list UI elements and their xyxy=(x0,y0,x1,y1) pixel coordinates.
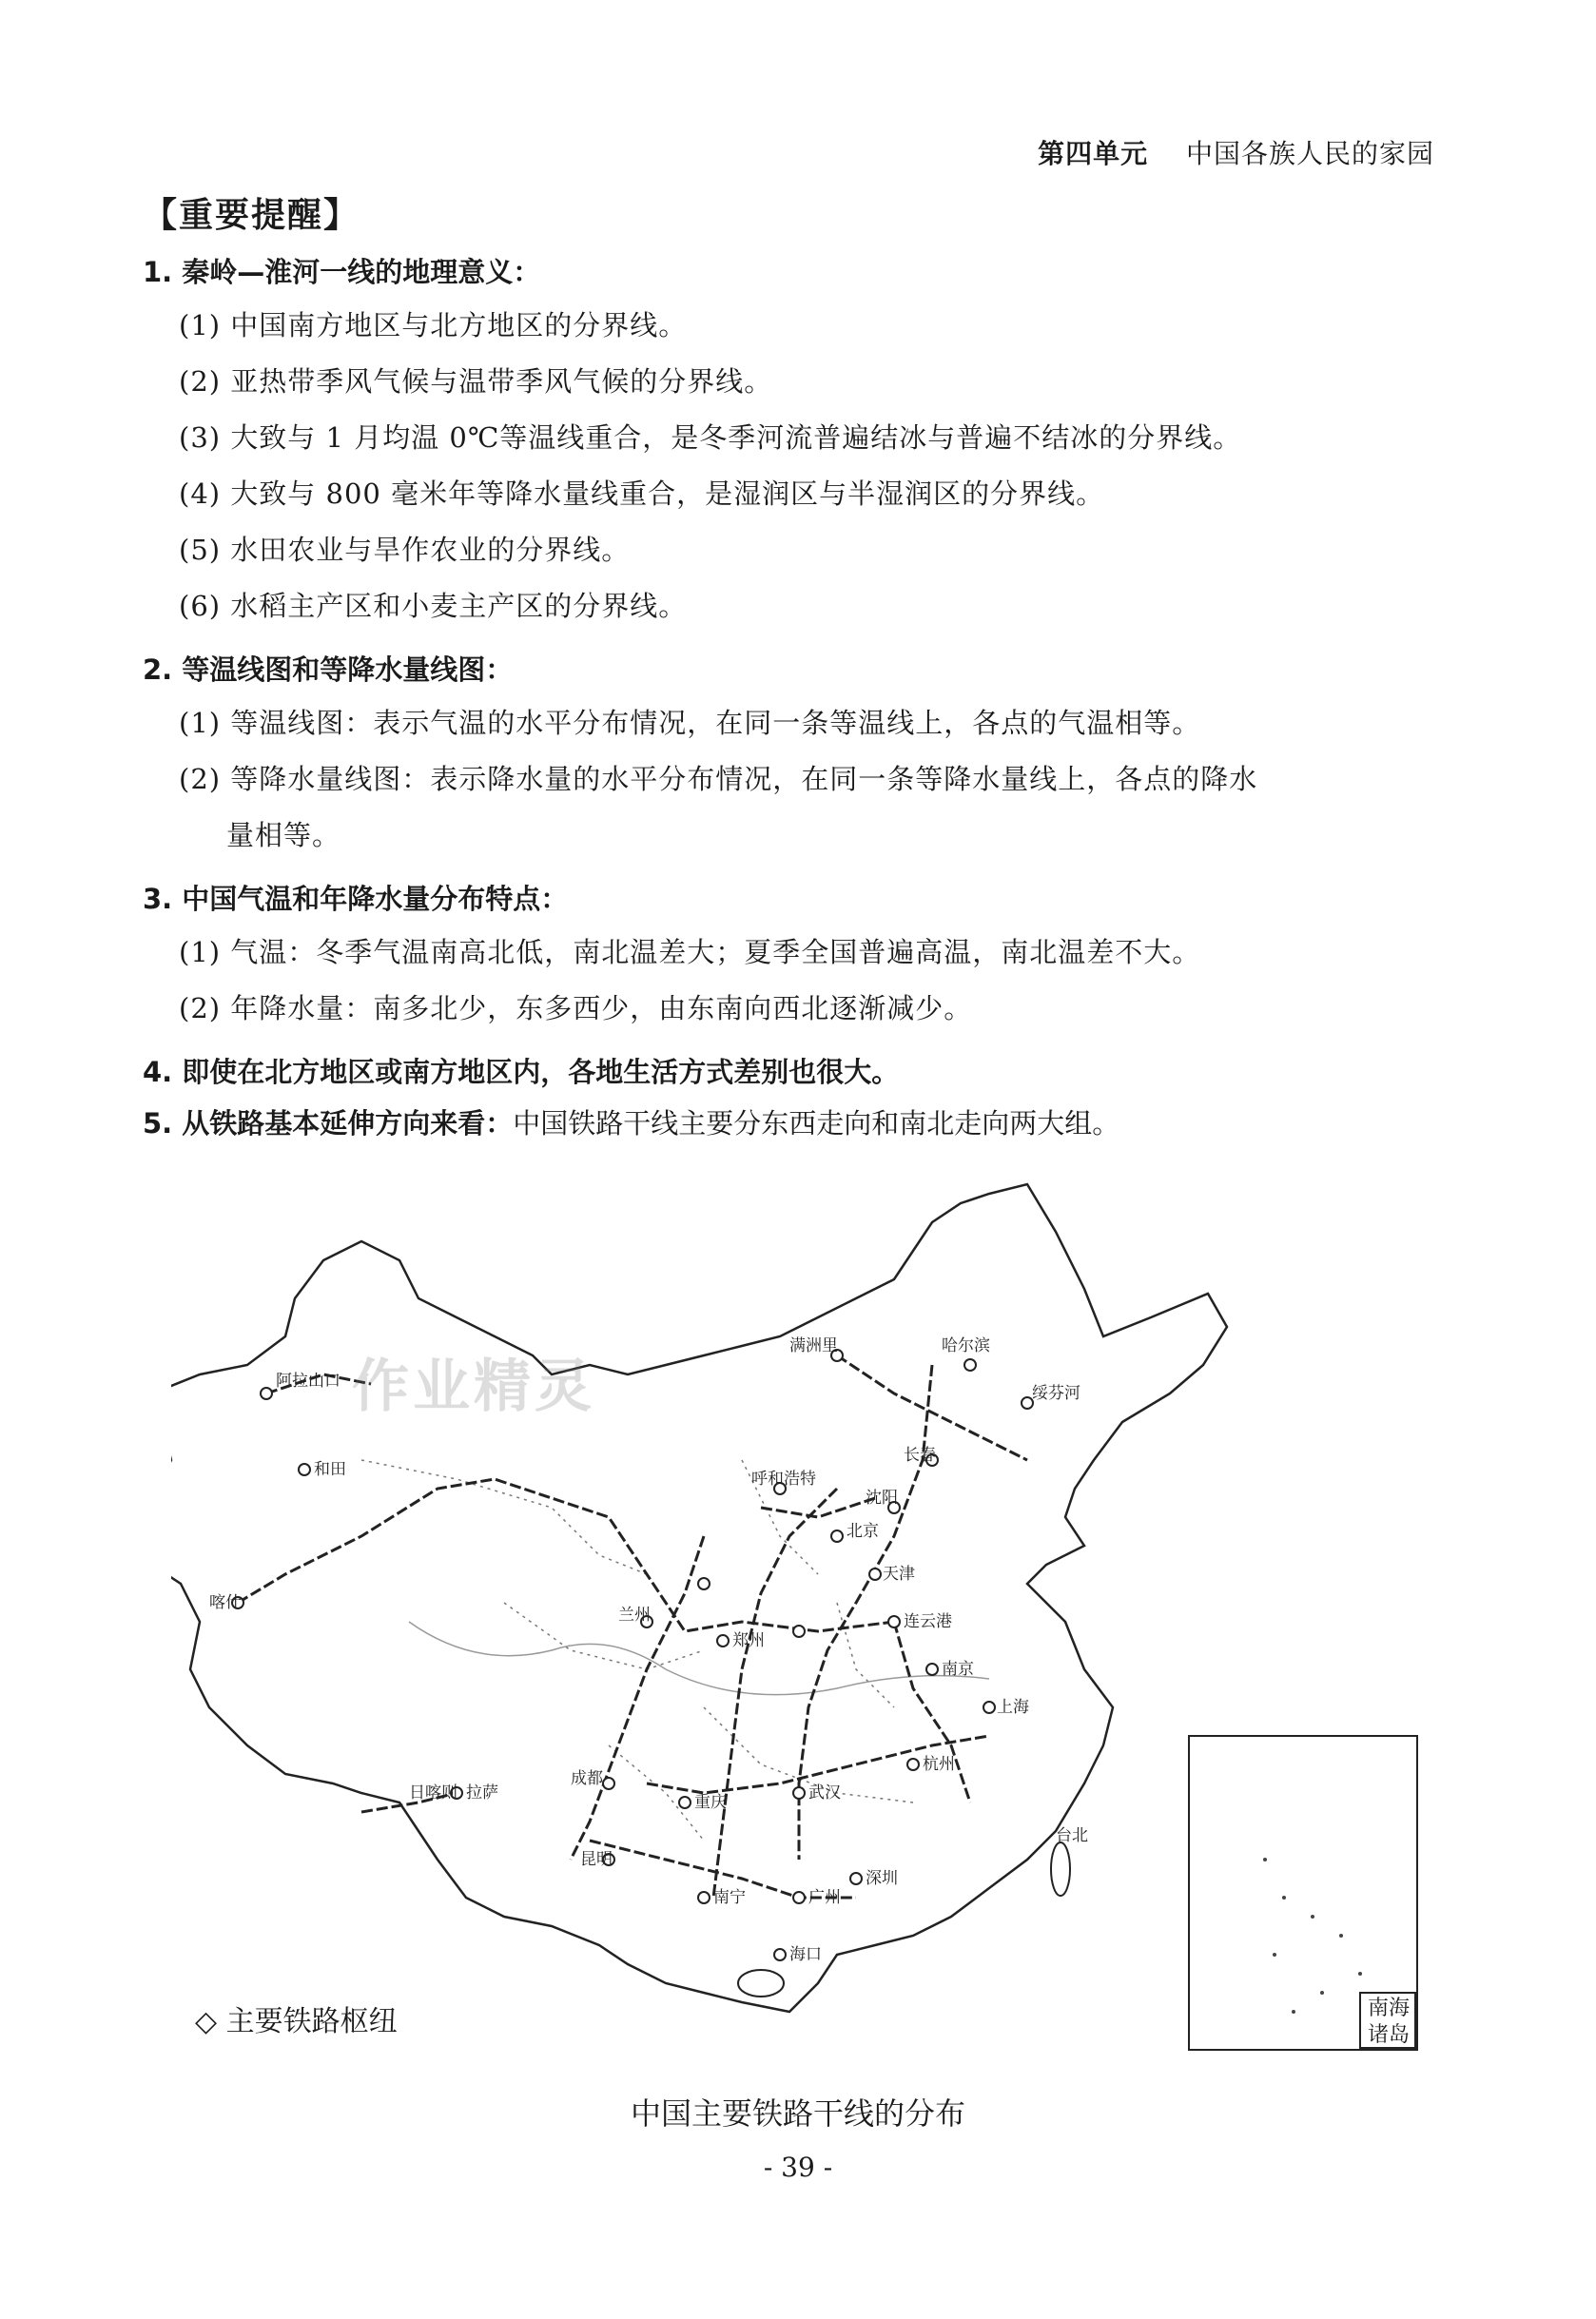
city-label: 昆明 xyxy=(580,1850,613,1869)
sub-item: (6) 水稻主产区和小麦主产区的分界线。 xyxy=(179,590,688,622)
city-label: 日喀则 xyxy=(409,1783,457,1803)
item-2 xyxy=(143,644,1455,864)
sub-item: (1) 气温：冬季气温南高北低，南北温差大；夏季全国普遍高温，南北温差不大。 xyxy=(179,936,1201,968)
item-head: 3. 中国气温和年降水量分布特点： xyxy=(143,883,569,915)
sub-item: (4) 大致与 800 毫米年等降水量线重合，是湿润区与半湿润区的分界线。 xyxy=(179,477,1105,510)
map-caption: 中国主要铁路干线的分布 xyxy=(630,2095,965,2132)
map-legend: ◇ 主要铁路枢纽 xyxy=(195,2005,398,2038)
hainan-island xyxy=(738,1970,784,1997)
sub-item: (2) 亚热带季风气候与温带季风气候的分界线。 xyxy=(179,365,773,398)
city-label: 和田 xyxy=(314,1460,346,1479)
item-4 xyxy=(143,1046,1455,1098)
item-3 xyxy=(143,873,1455,1037)
sub-item: (2) 年降水量：南多北少，东多西少，由东南向西北逐渐减少。 xyxy=(179,992,973,1024)
city-label: 海口 xyxy=(789,1945,822,1964)
city-label: 呼和浩特 xyxy=(751,1470,816,1489)
city-label: 广州 xyxy=(808,1888,841,1907)
city-label: 喀什 xyxy=(209,1593,242,1612)
china-outline xyxy=(171,1184,1227,2012)
city-label: 台北 xyxy=(1056,1826,1088,1845)
city-label: 绥芬河 xyxy=(1032,1384,1080,1403)
city-label: 连云港 xyxy=(904,1612,952,1631)
city-label: 沈阳 xyxy=(866,1489,898,1508)
sub-item-continuation: 量相等。 xyxy=(226,819,341,851)
unit-title: 中国各族人民的家园 xyxy=(1185,138,1434,169)
river xyxy=(409,1622,989,1695)
city-label: 南宁 xyxy=(713,1888,746,1907)
main-content xyxy=(143,188,1455,1149)
city-label: 南京 xyxy=(942,1660,974,1679)
city-label: 哈尔滨 xyxy=(942,1336,990,1355)
item-head-bold: 5. 从铁路基本延伸方向来看： xyxy=(143,1107,514,1140)
sub-item: (1) 等温线图：表示气温的水平分布情况，在同一条等温线上，各点的气温相等。 xyxy=(179,707,1201,739)
running-header xyxy=(1038,133,1434,171)
inset-label: 南海诸岛 xyxy=(1367,1997,1410,2047)
city-label: 满洲里 xyxy=(789,1336,838,1355)
city-label: 兰州 xyxy=(618,1606,651,1625)
item-head-5 xyxy=(143,1098,1455,1149)
city-label: 重庆 xyxy=(694,1793,727,1812)
city-markers xyxy=(232,1350,1033,1960)
item-head-rest: 中国铁路干线主要分东西走向和南北走向两大组。 xyxy=(513,1107,1120,1140)
sub-item: (2) 等降水量线图：表示降水量的水平分布情况，在同一条等降水量线上，各点的降水 xyxy=(179,763,1258,795)
unit-label: 第四单元 xyxy=(1038,138,1149,169)
city-label: 杭州 xyxy=(923,1755,955,1774)
item-head: 4. 即使在北方地区或南方地区内，各地生活方式差别也很大。 xyxy=(143,1056,900,1088)
city-label: 北京 xyxy=(847,1522,879,1541)
page-number: - 39 - xyxy=(763,2152,833,2183)
watermark: 作业精灵 xyxy=(352,1354,595,1420)
sub-item: (5) 水田农业与旱作农业的分界线。 xyxy=(179,534,631,566)
section-title: 【重要提醒】 xyxy=(143,195,360,235)
city-label: 武汉 xyxy=(808,1783,841,1803)
city-label: 天津 xyxy=(883,1565,915,1584)
item-1 xyxy=(143,246,1455,634)
item-head: 1. 秦岭—淮河一线的地理意义： xyxy=(143,256,541,288)
sub-item: (1) 中国南方地区与北方地区的分界线。 xyxy=(179,309,688,341)
taiwan-island xyxy=(1051,1842,1070,1896)
city-label: 长春 xyxy=(904,1446,936,1465)
city-label: 拉萨 xyxy=(466,1783,498,1803)
sub-item: (3) 大致与 1 月均温 0℃等温线重合，是冬季河流普遍结冰与普遍不结冰的分界线。 xyxy=(179,421,1242,454)
city-label: 深圳 xyxy=(866,1869,898,1888)
item-5 xyxy=(143,1098,1455,1149)
city-label: 郑州 xyxy=(732,1631,765,1650)
city-label: 阿拉山口 xyxy=(276,1372,341,1391)
railway-map xyxy=(171,1175,1427,2059)
city-label: 上海 xyxy=(997,1698,1029,1717)
item-head: 2. 等温线图和等降水量线图： xyxy=(143,653,514,686)
city-label: 成都 xyxy=(571,1769,603,1788)
